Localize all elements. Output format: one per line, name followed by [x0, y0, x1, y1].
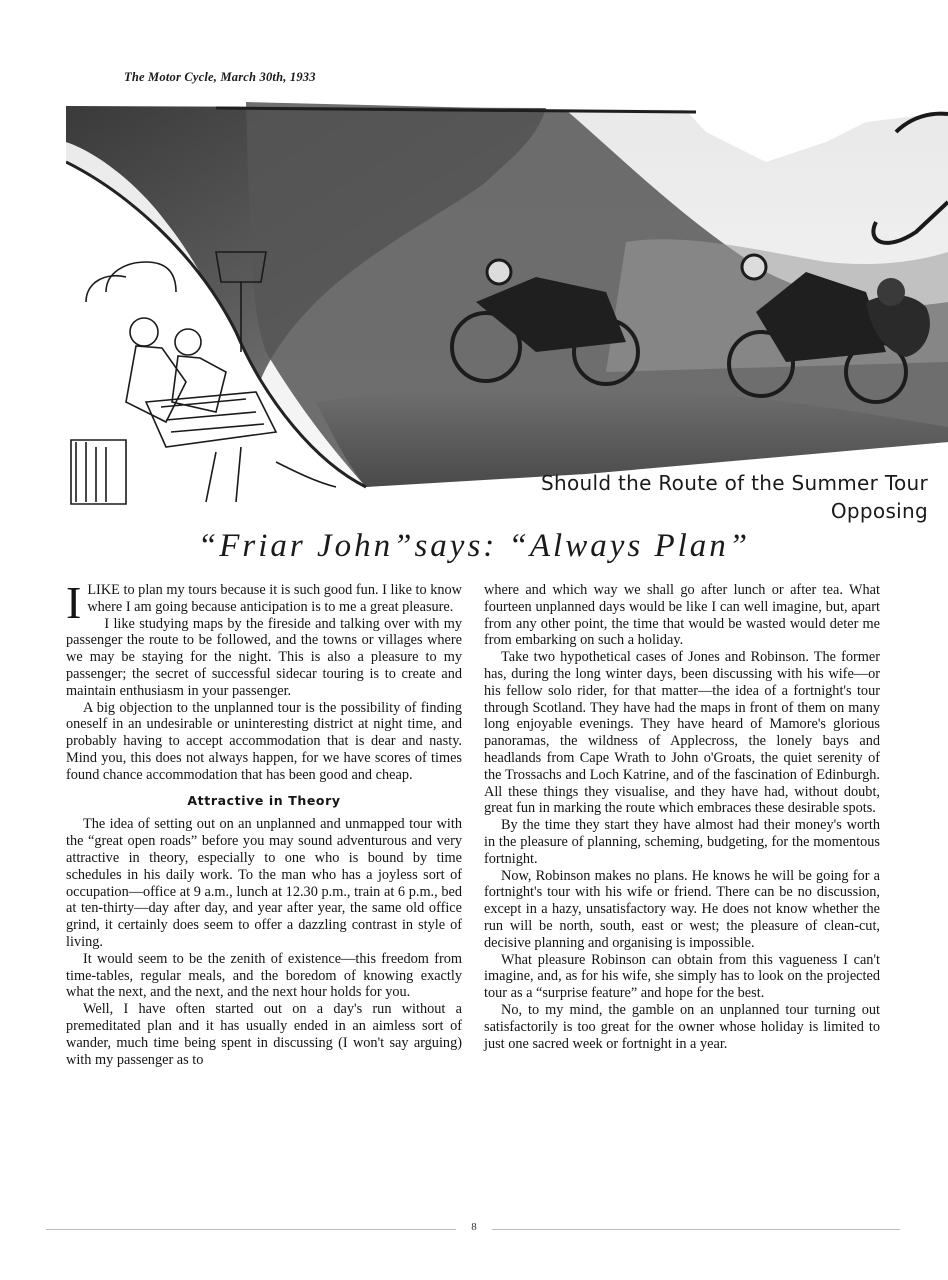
paragraph: where and which way we shall go after lunch or after tea. What fourteen unplanned days would be like I can well imagine, but, apart from any other point, the time that would be wasted would deter me from embarking on such a holiday. [484, 582, 880, 649]
paragraph: What pleasure Robinson can obtain from this vagueness I can't imagine, and, as for his wife, she simply has to look on the projected tour as a “surprise feature” and hope for the best. [484, 951, 880, 1002]
paragraph: I like studying maps by the fireside and talking over with my passenger the route to be followed, and the towns or villages where we may be staying for the night. This is also a pleasure to my passenger; the secret of successful sidecar touring is to create and maintain enthusiasm in your passenger. [66, 615, 462, 699]
left-column [66, 577, 462, 1068]
paragraph: ILIKE to plan my tours because it is such good fun. I like to know where I am going because anticipation is to me a great pleasure. [66, 577, 462, 628]
paragraph: Take two hypothetical cases of Jones and Robinson. The former has, during the long winter days, been discussing with his wife—or his fellow solo rider, for that matter—the idea of a fortnight's tour through Scotland. They have had the maps in front of them on many long enjoyable evenings. They have heard of Mamore's glorious panoramas, the wildness of Applecross, the lonely bays and headlands from Cape Wrath to John o'Groats, the quiet serenity of the Trossachs and Loch Katrine, and of the fascination of Edinburgh. All these things they visualise, and they have had, without doubt, great fun in marking the route which embraces these desirable spots. [484, 649, 880, 817]
footer-rule-left [46, 1229, 456, 1230]
paragraph: It would seem to be the zenith of existence—this freedom from time-tables, regular meals, and the boredom of knowing exactly what the next, and the next, and the next hour holds for you. [66, 950, 462, 1001]
paragraph: No, to my mind, the gamble on an unplanned tour turning out satisfactorily is too great for the owner whose holiday is limited to just one sacred week or fortnight in a year. [484, 1001, 880, 1052]
page-number: 8 [471, 1221, 477, 1233]
drop-cap: I [66, 577, 82, 628]
banner-caption-continued: Opposing [830, 499, 928, 523]
banner-illustration [66, 102, 948, 512]
paragraph: Now, Robinson makes no plans. He knows he will be going for a fortnight's tour with his wife or friend. There can be no discussion, except in a hazy, unsatisfactory way. He does not know whether the run will be north, south, east or west; the pleasure of clean-cut, decisive planning and organising is impossible. [484, 867, 880, 951]
banner-caption: Should the Route of the Summer Tour [541, 471, 928, 495]
article-headline: “Friar John”says: “Always Plan” [197, 528, 751, 564]
right-column [484, 582, 880, 1052]
paragraph: A big objection to the unplanned tour is the possibility of finding oneself in an undesirable or uninteresting district at night time, and probably having to accept accommodation that is dear and nasty. Mind you, this does not always happen, for we have scores of times found chance accommodation that has been good and cheap. [66, 699, 462, 783]
paragraph: By the time they start they have almost had their money's worth in the pleasure of planning, scheming, budgeting, for the momentous fortnight. [484, 817, 880, 867]
footer-rule-right [492, 1229, 900, 1230]
section-subhead: Attractive in Theory [187, 792, 341, 808]
running-head: The Motor Cycle, March 30th, 1933 [124, 70, 316, 84]
paragraph: Well, I have often started out on a day's run without a premeditated plan and it has usually ended in an aimless sort of wander, much time being spent in discussing (I won't say arguing) with my passenger as to [66, 1001, 462, 1068]
paragraph: The idea of setting out on an unplanned and unmapped tour with the “great open roads” before you may sound adventurous and very attractive in theory, especially to one who is bound by time schedules in his daily work. To the man who has a joyless sort of occupation—office at 9 a.m., lunch at 12.30 p.m., train at 6 p.m., bed at ten-thirty—day after day, and year after year, the same old office grind, it certainly does seem to offer a dazzling contrast in style of living. [66, 816, 462, 950]
